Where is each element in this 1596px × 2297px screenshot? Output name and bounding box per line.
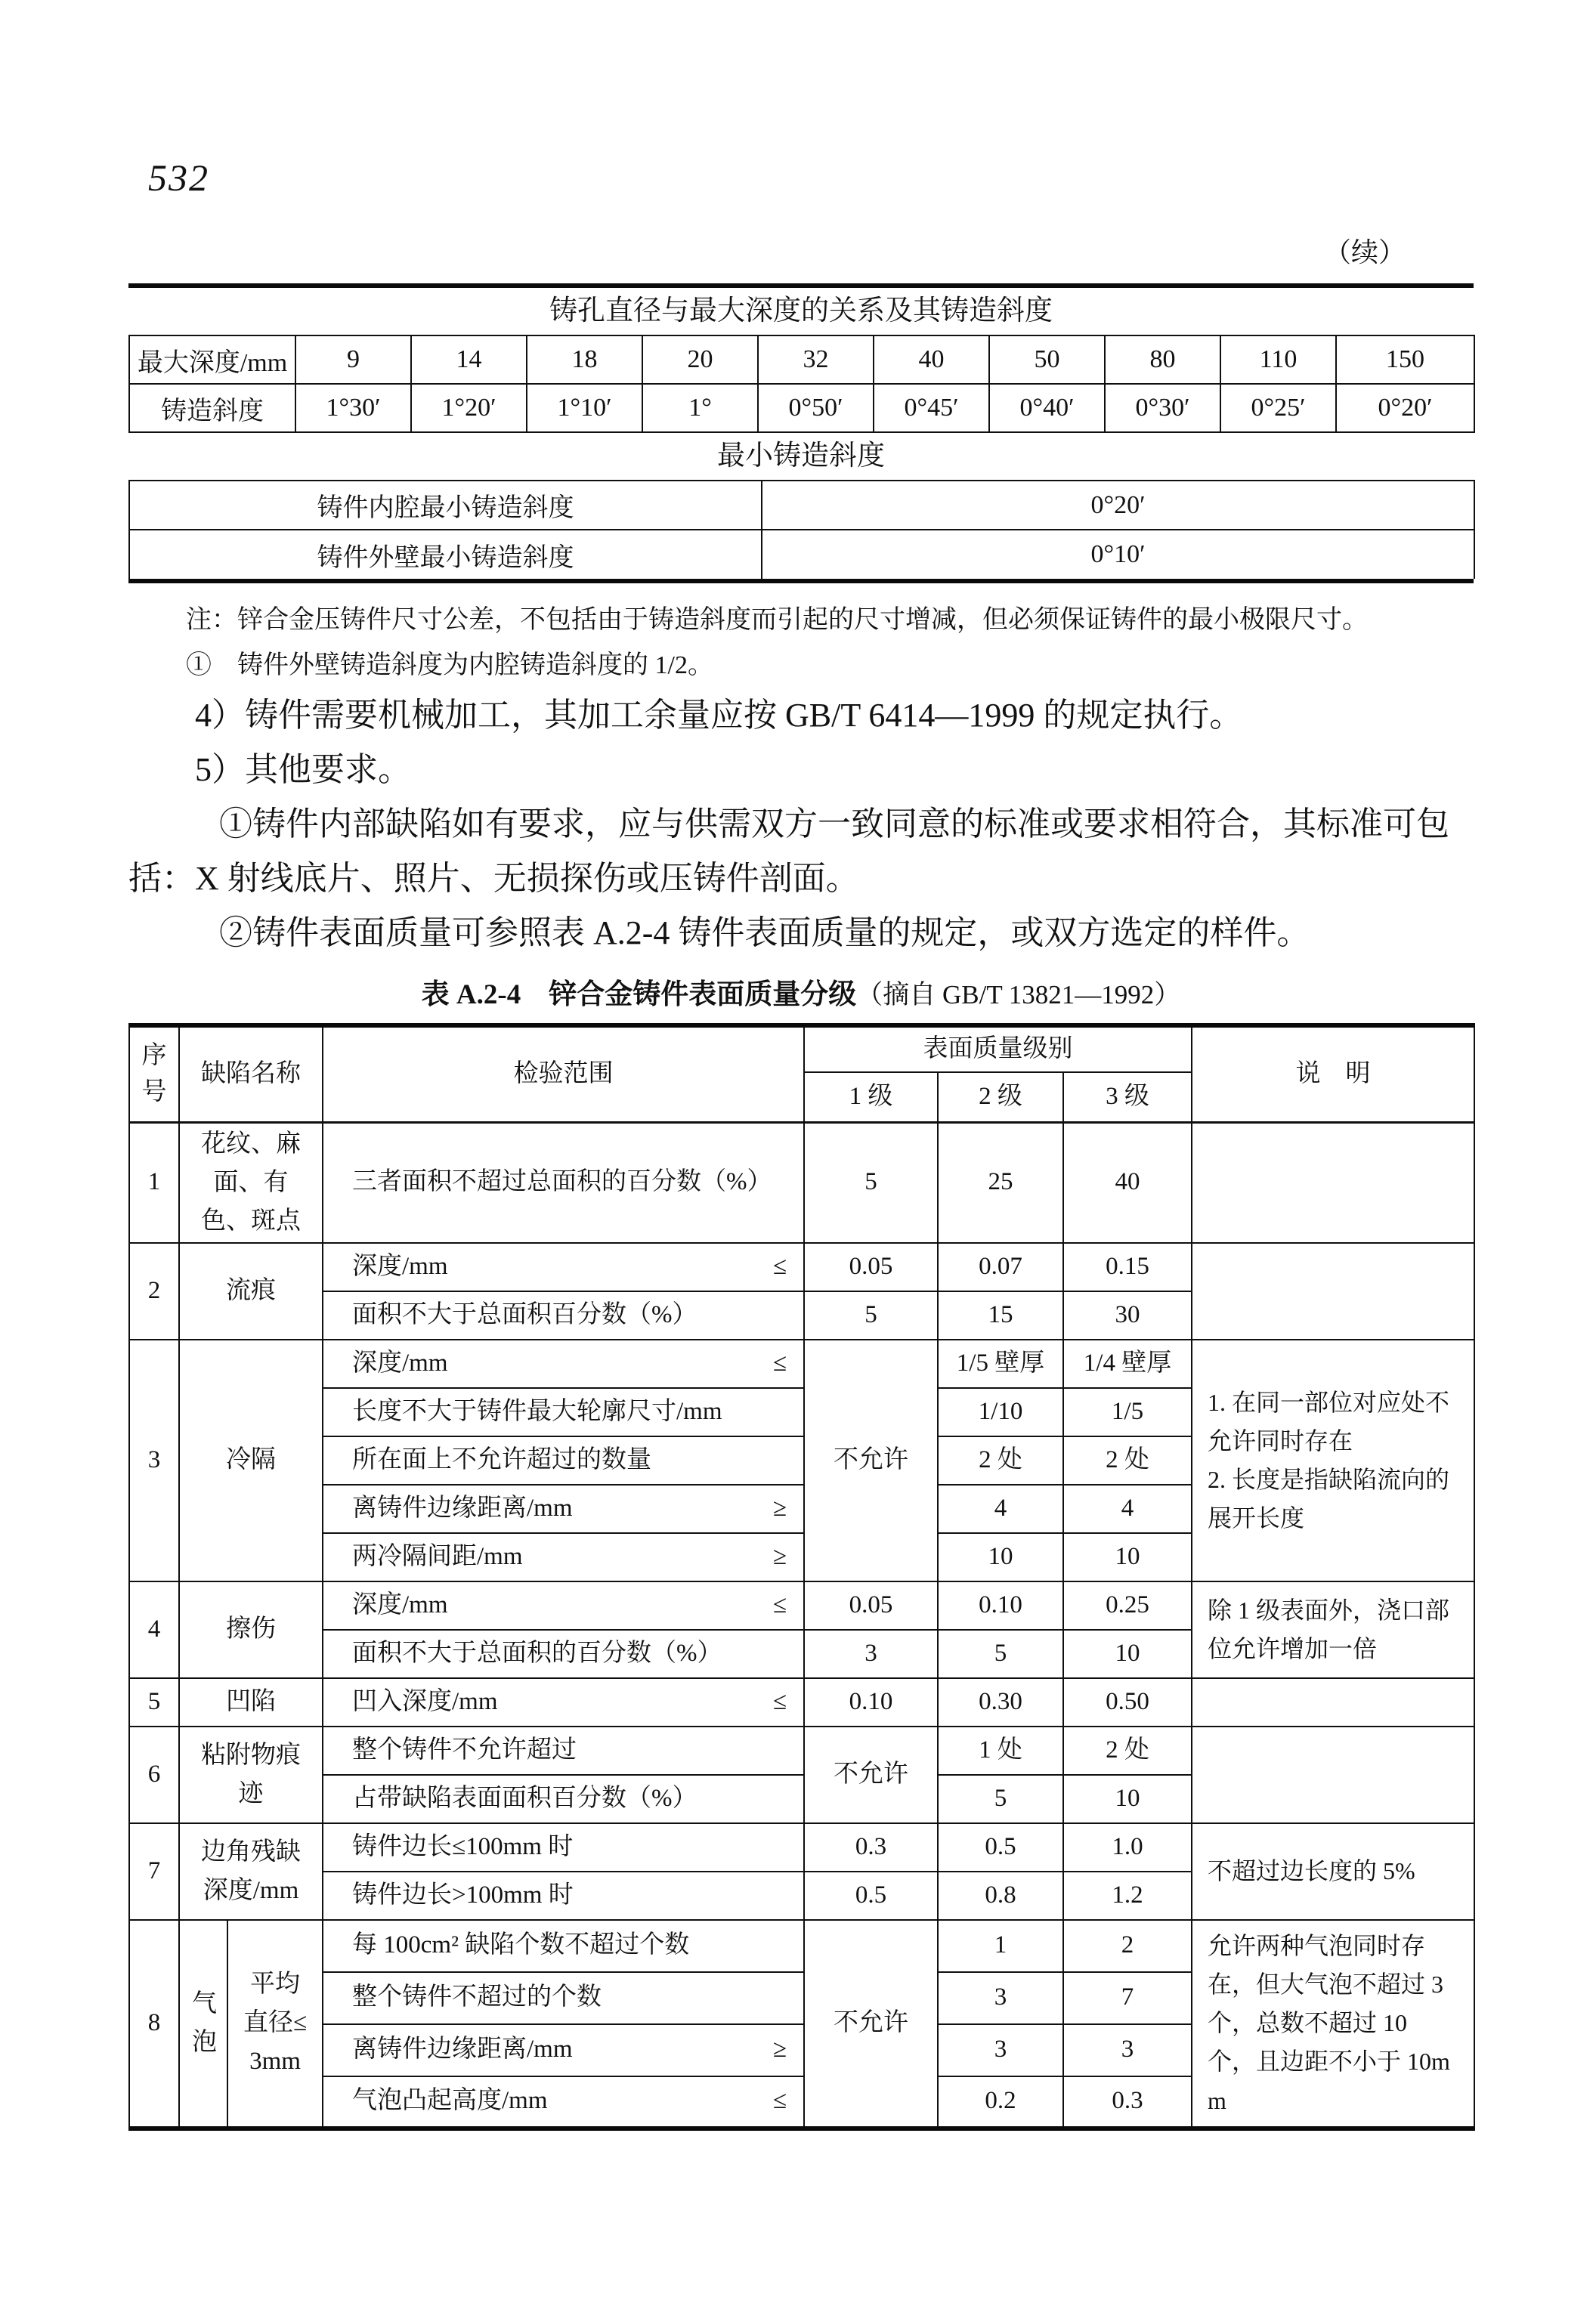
- less-equal-symbol: ≤: [772, 1591, 787, 1618]
- grade2-value: 3: [938, 2024, 1063, 2076]
- scope-text: 离铸件边缘距离/mm: [352, 1495, 573, 1522]
- table-row: [129, 1581, 1474, 1630]
- row2a-scope: [323, 1243, 804, 1291]
- grade3-value: 10: [1063, 1630, 1192, 1678]
- grade2-value: 10: [938, 1533, 1063, 1581]
- grade2-value: 0.8: [938, 1872, 1063, 1920]
- scope-text: 长度不大于铸件最大轮廓尺寸/mm: [352, 1398, 722, 1425]
- table1-bottom-rule: [128, 579, 1474, 583]
- max-depth-value: 14: [411, 335, 527, 384]
- table2-header-row1: [129, 1025, 1474, 1072]
- scope-text: 铸件边长≤100mm 时: [352, 1833, 574, 1860]
- row5-defect: 凹陷: [179, 1678, 323, 1727]
- paragraph-circle1-line2: 括：X 射线底片、照片、无损探伤或压铸件剖面。: [128, 860, 859, 897]
- row8b-scope: [323, 1972, 804, 2024]
- table-row: [129, 1340, 1474, 1388]
- row1-scope: [323, 1122, 804, 1243]
- row3e-scope: [323, 1533, 804, 1581]
- draft-angle-value: 0°40′: [989, 384, 1105, 432]
- scope-text: 每 100cm² 缺陷个数不超过个数: [352, 1931, 690, 1959]
- table-row: [129, 1243, 1474, 1291]
- header-defect: 缺陷名称: [179, 1025, 323, 1122]
- row5-no: 5: [129, 1678, 179, 1727]
- grade2-value: 25: [938, 1122, 1063, 1243]
- grade3-value: 0.50: [1063, 1678, 1192, 1727]
- draft-angle-value: 0°30′: [1105, 384, 1220, 432]
- table-row: [129, 1920, 1474, 1972]
- row4-no: 4: [129, 1581, 179, 1678]
- grade1-value: 3: [804, 1630, 938, 1678]
- row1-no: 1: [129, 1122, 179, 1243]
- row8c-scope: [323, 2024, 804, 2076]
- less-equal-symbol: ≤: [772, 1349, 787, 1377]
- row8-no: 8: [129, 1920, 179, 2129]
- grade1-not-allowed: 不允许: [804, 1727, 938, 1823]
- greater-equal-symbol: ≥: [772, 1495, 787, 1522]
- min-draft-inner-value: 0°20′: [762, 481, 1474, 530]
- surface-quality-table: [128, 1023, 1475, 2131]
- paragraph-5: 5）其他要求。: [195, 751, 411, 788]
- max-depth-value: 40: [874, 335, 989, 384]
- grade3-value: 30: [1063, 1291, 1192, 1340]
- max-depth-row: [129, 335, 1474, 384]
- paragraph-4: 4）铸件需要机械加工，其加工余量应按 GB/T 6414—1999 的规定执行。: [195, 697, 1243, 734]
- continued-mark: （续）: [1323, 237, 1406, 267]
- grade2-value: 1/5 壁厚: [938, 1340, 1063, 1388]
- grade1-value: 5: [804, 1122, 938, 1243]
- row6b-scope: [323, 1775, 804, 1823]
- grade2-value: 0.5: [938, 1823, 1063, 1872]
- row6a-scope: [323, 1727, 804, 1775]
- min-draft-inner-row: [129, 481, 1474, 530]
- row5-scope: [323, 1678, 804, 1727]
- table1-note: 注：锌合金压铸件尺寸公差，不包括由于铸造斜度而引起的尺寸增减，但必须保证铸件的最小极限尺寸。: [186, 606, 1368, 634]
- scope-text: 深度/mm: [352, 1591, 448, 1618]
- draft-angle-row: [129, 384, 1474, 432]
- grade3-value: 4: [1063, 1485, 1192, 1533]
- min-draft-inner-label: 铸件内腔最小铸造斜度: [129, 481, 762, 530]
- max-depth-value: 32: [758, 335, 874, 384]
- page-number: 532: [148, 156, 209, 199]
- max-depth-value: 80: [1105, 335, 1220, 384]
- grade1-value: 0.05: [804, 1581, 938, 1630]
- min-draft-title: 最小铸造斜度: [717, 441, 885, 471]
- header-grade1: 1 级: [804, 1072, 938, 1122]
- row4a-scope: [323, 1581, 804, 1630]
- grade1-not-allowed: 不允许: [804, 1920, 938, 2129]
- row6-note: [1192, 1727, 1474, 1823]
- row4b-scope: [323, 1630, 804, 1678]
- header-scope: 检验范围: [323, 1025, 804, 1122]
- scope-text: 凹入深度/mm: [352, 1688, 498, 1715]
- min-draft-outer-value: 0°10′: [762, 530, 1474, 579]
- table1-title: 铸孔直径与最大深度的关系及其铸造斜度: [549, 295, 1053, 326]
- table-row: [129, 1823, 1474, 1872]
- greater-equal-symbol: ≥: [772, 1543, 787, 1570]
- row2-note: [1192, 1243, 1474, 1340]
- row7-defect: 边角残缺深度/mm: [179, 1823, 323, 1920]
- scope-text: 离铸件边缘距离/mm: [352, 2036, 573, 2064]
- scope-text: 所在面上不允许超过的数量: [352, 1446, 651, 1473]
- table1-footnote: ① 铸件外壁铸造斜度为内腔铸造斜度的 1/2。: [186, 651, 713, 679]
- draft-angle-value: 1°10′: [527, 384, 642, 432]
- scope-text: 两冷隔间距/mm: [352, 1543, 523, 1570]
- max-depth-value: 9: [295, 335, 411, 384]
- row8-defect-sub: 平均直径≤3mm: [227, 1920, 323, 2129]
- row7a-scope: [323, 1823, 804, 1872]
- row4-note: 除 1 级表面外，浇口部位允许增加一倍: [1192, 1581, 1474, 1678]
- row8d-scope: [323, 2076, 804, 2129]
- header-no: 序号: [129, 1025, 179, 1122]
- grade3-value: 0.25: [1063, 1581, 1192, 1630]
- row3a-scope: [323, 1340, 804, 1388]
- grade3-value: 2 处: [1063, 1727, 1192, 1775]
- header-note: 说 明: [1192, 1025, 1474, 1122]
- min-draft-outer-row: [129, 530, 1474, 579]
- draft-angle-value: 1°20′: [411, 384, 527, 432]
- max-depth-value: 18: [527, 335, 642, 384]
- grade3-value: 0.3: [1063, 2076, 1192, 2129]
- row2-no: 2: [129, 1243, 179, 1340]
- scope-text: 占带缺陷表面面积百分数（%）: [352, 1785, 697, 1812]
- scope-text: 铸件边长>100mm 时: [352, 1881, 574, 1909]
- scope-text: 深度/mm: [352, 1349, 448, 1377]
- grade1-value: 0.3: [804, 1823, 938, 1872]
- table2-title: [128, 976, 1474, 1014]
- greater-equal-symbol: ≥: [772, 2036, 787, 2064]
- note-item-1: 1. 在同一部位对应处不允许同时存在: [1208, 1388, 1450, 1455]
- grade2-value: 3: [938, 1972, 1063, 2024]
- row3-defect: 冷隔: [179, 1340, 323, 1581]
- paragraph-circle1-line1: ①铸件内部缺陷如有要求，应与供需双方一致同意的标准或要求相符合，其标准可包: [219, 805, 1449, 842]
- grade3-value: 2 处: [1063, 1436, 1192, 1485]
- grade3-value: 0.15: [1063, 1243, 1192, 1291]
- row5-note: [1192, 1678, 1474, 1727]
- grade2-value: 0.30: [938, 1678, 1063, 1727]
- row8a-scope: [323, 1920, 804, 1972]
- draft-angle-value: 0°50′: [758, 384, 874, 432]
- min-draft-table: [128, 480, 1475, 579]
- grade2-value: 5: [938, 1630, 1063, 1678]
- grade2-value: 0.07: [938, 1243, 1063, 1291]
- min-draft-outer-label: 铸件外壁最小铸造斜度: [129, 530, 762, 579]
- less-equal-symbol: ≤: [772, 2087, 787, 2115]
- table-row: [129, 1122, 1474, 1243]
- row7-no: 7: [129, 1823, 179, 1920]
- max-depth-value: 50: [989, 335, 1105, 384]
- row6-defect: 粘附物痕迹: [179, 1727, 323, 1823]
- grade2-value: 4: [938, 1485, 1063, 1533]
- max-depth-value: 20: [642, 335, 758, 384]
- grade3-value: 2: [1063, 1920, 1192, 1972]
- row4-defect: 擦伤: [179, 1581, 323, 1678]
- row8-note: 允许两种气泡同时存在，但大气泡不超过 3 个，总数不超过 10 个，且边距不小于 10mm: [1192, 1920, 1474, 2129]
- scope-text: 整个铸件不允许超过: [352, 1736, 577, 1764]
- grade1-value: 0.5: [804, 1872, 938, 1920]
- less-equal-symbol: ≤: [772, 1253, 787, 1280]
- row2b-scope: [323, 1291, 804, 1340]
- grade3-value: 10: [1063, 1533, 1192, 1581]
- draft-angle-label: 铸造斜度: [129, 384, 295, 432]
- row3-note: [1192, 1340, 1474, 1581]
- page-content: [128, 283, 1474, 2131]
- scope-text: 深度/mm: [352, 1253, 448, 1280]
- table2-wrap: [128, 1023, 1474, 2131]
- row6-no: 6: [129, 1727, 179, 1823]
- table2-title-source: （摘自 GB/T 13821—1992）: [856, 980, 1181, 1009]
- max-depth-label: 最大深度/mm: [129, 335, 295, 384]
- scope-text: 面积不大于总面积百分数（%）: [352, 1301, 697, 1328]
- draft-angle-value: 1°30′: [295, 384, 411, 432]
- header-grade-group: 表面质量级别: [804, 1025, 1192, 1072]
- grade2-value: 1: [938, 1920, 1063, 1972]
- row3b-scope: [323, 1388, 804, 1436]
- grade3-value: 1.2: [1063, 1872, 1192, 1920]
- table-row: [129, 1727, 1474, 1775]
- row3c-scope: [323, 1436, 804, 1485]
- grade1-value: 0.10: [804, 1678, 938, 1727]
- grade2-value: 1/10: [938, 1388, 1063, 1436]
- grade3-value: 7: [1063, 1972, 1192, 2024]
- row7-note: 不超过边长度的 5%: [1192, 1823, 1474, 1920]
- row8-defect: 气泡: [179, 1920, 227, 2129]
- row3d-scope: [323, 1485, 804, 1533]
- draft-angle-value: 1°: [642, 384, 758, 432]
- grade1-value: 5: [804, 1291, 938, 1340]
- table-row: [129, 1678, 1474, 1727]
- header-grade3: 3 级: [1063, 1072, 1192, 1122]
- grade1-not-allowed: 不允许: [804, 1340, 938, 1581]
- note-item-2: 2. 长度是指缺陷流向的展开长度: [1208, 1465, 1450, 1532]
- paragraph-circle2: ②铸件表面质量可参照表 A.2-4 铸件表面质量的规定，或双方选定的样件。: [219, 914, 1310, 951]
- grade2-value: 1 处: [938, 1727, 1063, 1775]
- less-equal-symbol: ≤: [772, 1688, 787, 1715]
- scope-text: 气泡凸起高度/mm: [352, 2087, 548, 2115]
- grade3-value: 1/5: [1063, 1388, 1192, 1436]
- table2-title-main: 表 A.2-4 锌合金铸件表面质量分级: [421, 979, 857, 1010]
- row2-defect: 流痕: [179, 1243, 323, 1340]
- draft-angle-value: 0°20′: [1336, 384, 1474, 432]
- grade3-value: 10: [1063, 1775, 1192, 1823]
- draft-angle-value: 0°45′: [874, 384, 989, 432]
- row1-defect: 花纹、麻面、有色、斑点: [179, 1122, 323, 1243]
- scope-text: 面积不大于总面积的百分数（%）: [352, 1640, 722, 1667]
- grade2-value: 0.10: [938, 1581, 1063, 1630]
- grade2-value: 5: [938, 1775, 1063, 1823]
- grade1-value: 0.05: [804, 1243, 938, 1291]
- header-grade2: 2 级: [938, 1072, 1063, 1122]
- grade3-value: 40: [1063, 1122, 1192, 1243]
- row7b-scope: [323, 1872, 804, 1920]
- row3-no: 3: [129, 1340, 179, 1581]
- grade3-value: 1.0: [1063, 1823, 1192, 1872]
- grade2-value: 2 处: [938, 1436, 1063, 1485]
- row1-note: [1192, 1122, 1474, 1243]
- grade2-value: 15: [938, 1291, 1063, 1340]
- draft-angle-table: [128, 335, 1475, 433]
- grade2-value: 0.2: [938, 2076, 1063, 2129]
- scope-text: 整个铸件不超过的个数: [352, 1983, 602, 2011]
- draft-angle-value: 0°25′: [1220, 384, 1336, 432]
- grade3-value: 3: [1063, 2024, 1192, 2076]
- scope-text: 三者面积不超过总面积的百分数（%）: [352, 1168, 772, 1196]
- max-depth-value: 110: [1220, 335, 1336, 384]
- grade3-value: 1/4 壁厚: [1063, 1340, 1192, 1388]
- max-depth-value: 150: [1336, 335, 1474, 384]
